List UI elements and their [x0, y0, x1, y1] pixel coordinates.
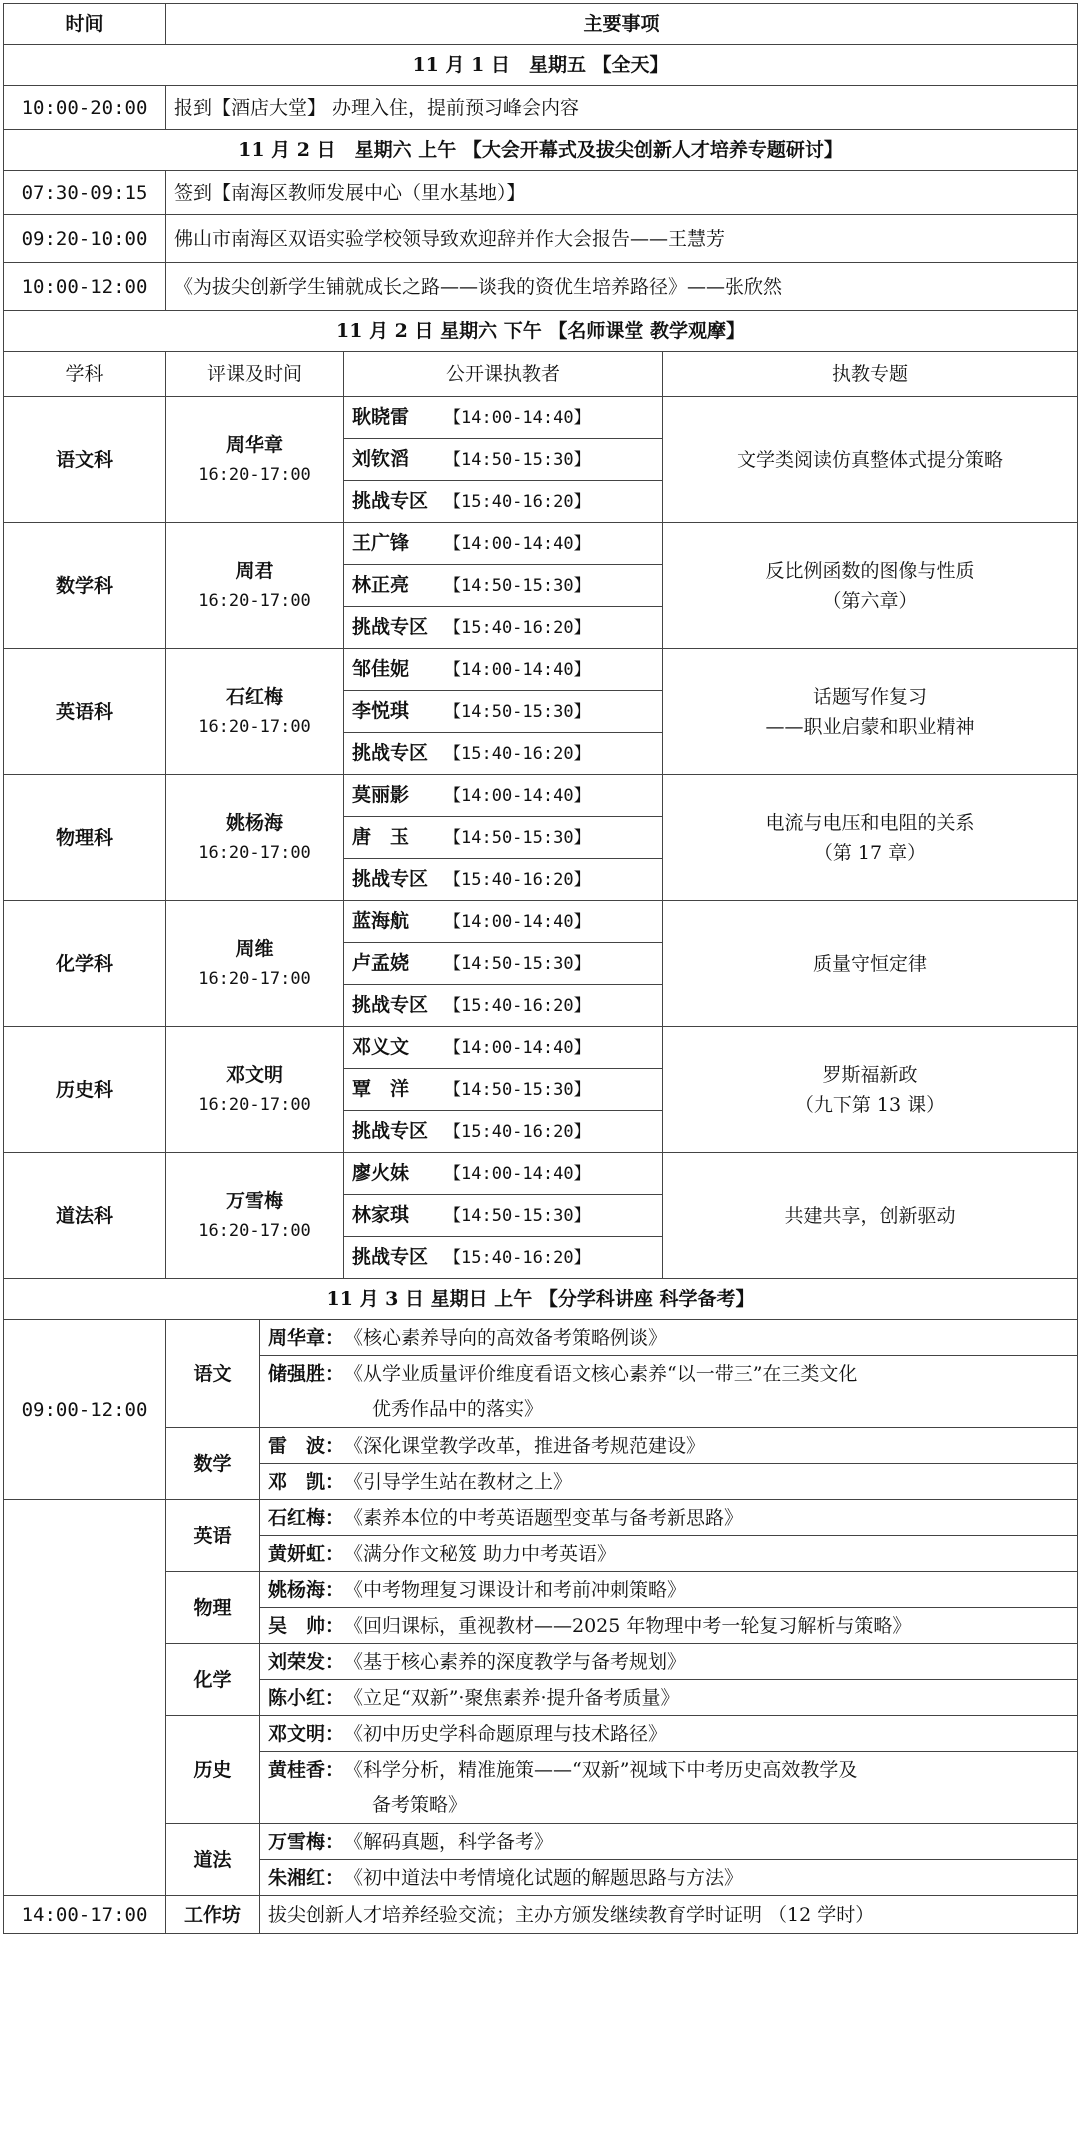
reviewer-name: 周君: [235, 559, 274, 582]
day3-title-row: [4, 1279, 1078, 1320]
header-row: [4, 4, 1078, 45]
teacher-cell: [344, 1027, 663, 1069]
lesson-slot: 【14:50-15:30】: [444, 954, 591, 974]
lecture-title: 《深化课堂教学改革，推进备考规范建设》: [344, 1434, 706, 1457]
col-subject: 学科: [4, 352, 166, 397]
teacher-name: 邓义文: [352, 1036, 410, 1058]
day1-time: 10:00-20:00: [4, 86, 166, 130]
topic-cell: [663, 901, 1078, 1027]
lecture-title: 《解码真题，科学备考》: [344, 1830, 554, 1853]
teacher-name: 王广锋: [352, 532, 410, 554]
speaker-name: 黄妍虹：: [268, 1542, 345, 1565]
lesson-row: [4, 1027, 1078, 1069]
topic-line: （第 17 章）: [813, 841, 927, 864]
teacher-name: 莫丽影: [352, 784, 410, 806]
lesson-slot: 【14:00-14:40】: [444, 912, 591, 932]
teacher-name: 刘钦滔: [352, 448, 410, 470]
lecture-cell: [260, 1788, 1078, 1824]
day2am-time: 07:30-09:15: [4, 171, 166, 215]
lecture-subject: 语文: [166, 1320, 260, 1428]
teacher-name: 覃 洋: [352, 1078, 410, 1100]
teacher-cell: [344, 523, 663, 565]
teacher-cell: [344, 901, 663, 943]
lecture-cell: [260, 1680, 1078, 1716]
lecture-subject: 数学: [166, 1428, 260, 1500]
lecture-row: [4, 1644, 1078, 1680]
reviewer-cell: [166, 901, 344, 1027]
topic-line: ——职业启蒙和职业精神: [765, 715, 975, 738]
lesson-slot: 【14:50-15:30】: [444, 1206, 591, 1226]
lesson-slot: 【14:00-14:40】: [444, 786, 591, 806]
day3-time: 09:00-12:00: [4, 1320, 166, 1500]
topic-line: 反比例函数的图像与性质: [765, 559, 975, 582]
lecture-title: 《初中道法中考情境化试题的解题思路与方法》: [344, 1866, 744, 1889]
lecture-row: [4, 1428, 1078, 1464]
day2am-time: 09:20-10:00: [4, 215, 166, 263]
lecture-subject: 化学: [166, 1644, 260, 1716]
subject-name: 英语科: [4, 649, 166, 775]
topic-cell: [663, 397, 1078, 523]
day2am-text: 《为拔尖创新学生铺就成长之路——谈我的资优生培养路径》——张欣然: [166, 263, 1078, 311]
lecture-cell: [260, 1500, 1078, 1536]
reviewer-name: 石红梅: [225, 685, 283, 708]
lecture-title: 《回归课标，重视教材——2025 年物理中考一轮复习解析与策略》: [344, 1614, 912, 1637]
lecture-title-cont: 备考策略》: [372, 1794, 468, 1817]
speaker-name: 雷 波：: [268, 1434, 345, 1457]
subject-name: 物理科: [4, 775, 166, 901]
lecture-title: 《中考物理复习课设计和考前冲刺策略》: [344, 1578, 687, 1601]
workshop-row: [4, 1896, 1078, 1934]
reviewer-cell: [166, 397, 344, 523]
lesson-slot: 【15:40-16:20】: [444, 1122, 591, 1142]
topic-line: 质量守恒定律: [813, 952, 928, 975]
header-main: 主要事项: [166, 4, 1078, 45]
topic-cell: [663, 1153, 1078, 1279]
lecture-cell: [260, 1320, 1078, 1356]
lecture-subject: 道法: [166, 1824, 260, 1896]
header-time: 时间: [4, 4, 166, 45]
review-time: 16:20-17:00: [198, 1094, 311, 1115]
day2am-row: [4, 215, 1078, 263]
day1-row: [4, 86, 1078, 130]
workshop-time: 14:00-17:00: [4, 1896, 166, 1934]
day1-title: 11 月 1 日 星期五 【全天】: [4, 45, 1078, 86]
reviewer-cell: [166, 523, 344, 649]
lecture-cell: [260, 1464, 1078, 1500]
teacher-name: 唐 玉: [352, 826, 410, 848]
teacher-name: 林正亮: [352, 574, 410, 596]
day2pm-column-header-row: [4, 352, 1078, 397]
reviewer-cell: [166, 1027, 344, 1153]
topic-line: 共建共享，创新驱动: [784, 1204, 956, 1227]
lesson-slot: 【14:00-14:40】: [444, 1038, 591, 1058]
reviewer-cell: [166, 649, 344, 775]
teacher-cell: [344, 649, 663, 691]
lecture-cell: [260, 1572, 1078, 1608]
day2am-text: 佛山市南海区双语实验学校领导致欢迎辞并作大会报告——王慧芳: [166, 215, 1078, 263]
lecture-cell: [260, 1860, 1078, 1896]
reviewer-cell: [166, 775, 344, 901]
day2am-title-row: [4, 130, 1078, 171]
speaker-name: 黄桂香：: [268, 1758, 345, 1781]
teacher-cell: [344, 817, 663, 859]
teacher-name: 挑战专区: [352, 490, 429, 512]
teacher-cell: [344, 607, 663, 649]
lecture-title: 《引导学生站在教材之上》: [344, 1470, 573, 1493]
teacher-name: 挑战专区: [352, 868, 429, 890]
lecture-title: 《立足“双新”·聚焦素养·提升备考质量》: [344, 1686, 680, 1709]
topic-line: 文学类阅读仿真整体式提分策略: [737, 448, 1004, 471]
review-time: 16:20-17:00: [198, 464, 311, 485]
lecture-subject: 物理: [166, 1572, 260, 1644]
subject-name: 数学科: [4, 523, 166, 649]
reviewer-name: 周华章: [225, 433, 283, 456]
speaker-name: 万雪梅：: [268, 1830, 345, 1853]
speaker-name: 周华章：: [268, 1326, 345, 1349]
reviewer-name: 万雪梅: [225, 1189, 283, 1212]
teacher-cell: [344, 1111, 663, 1153]
day2am-time: 10:00-12:00: [4, 263, 166, 311]
reviewer-name: 周维: [235, 937, 274, 960]
teacher-cell: [344, 481, 663, 523]
lecture-title: 《核心素养导向的高效备考策略例谈》: [344, 1326, 668, 1349]
schedule-table: [3, 3, 1078, 1934]
lecture-cell: [260, 1824, 1078, 1860]
day2am-title: 11 月 2 日 星期六 上午 【大会开幕式及拔尖创新人才培养专题研讨】: [4, 130, 1078, 171]
review-time: 16:20-17:00: [198, 716, 311, 737]
lesson-row: [4, 901, 1078, 943]
teacher-name: 挑战专区: [352, 1120, 429, 1142]
lecture-row: [4, 1824, 1078, 1860]
speaker-name: 刘荣发：: [268, 1650, 345, 1673]
lesson-slot: 【15:40-16:20】: [444, 1248, 591, 1268]
speaker-name: 邓 凯：: [268, 1470, 345, 1493]
lesson-row: [4, 1153, 1078, 1195]
teacher-name: 林家琪: [352, 1204, 410, 1226]
lecture-title: 《从学业质量评价维度看语文核心素养“以一带三”在三类文化: [344, 1362, 858, 1385]
lesson-slot: 【15:40-16:20】: [444, 870, 591, 890]
review-time: 16:20-17:00: [198, 590, 311, 611]
schedule-body: [4, 4, 1078, 1934]
lecture-cell: [260, 1752, 1078, 1788]
lecture-cell: [260, 1392, 1078, 1428]
topic-cell: [663, 649, 1078, 775]
lecture-cell: [260, 1536, 1078, 1572]
subject-name: 历史科: [4, 1027, 166, 1153]
lecture-title: 《科学分析，精准施策——“双新”视域下中考历史高效教学及: [344, 1758, 858, 1781]
lecture-row: [4, 1716, 1078, 1752]
topic-line: （第六章）: [822, 589, 918, 612]
col-teacher: 公开课执教者: [344, 352, 663, 397]
lesson-slot: 【15:40-16:20】: [444, 996, 591, 1016]
col-reviewer: 评课及时间: [166, 352, 344, 397]
speaker-name: 陈小红：: [268, 1686, 345, 1709]
reviewer-cell: [166, 1153, 344, 1279]
teacher-name: 卢孟娆: [352, 952, 410, 974]
lesson-row: [4, 523, 1078, 565]
speaker-name: 石红梅：: [268, 1506, 345, 1529]
lecture-cell: [260, 1356, 1078, 1392]
lesson-slot: 【14:50-15:30】: [444, 576, 591, 596]
teacher-cell: [344, 397, 663, 439]
teacher-name: 挑战专区: [352, 1246, 429, 1268]
lesson-row: [4, 775, 1078, 817]
teacher-name: 耿晓雷: [352, 406, 410, 428]
teacher-cell: [344, 859, 663, 901]
day2am-row: [4, 171, 1078, 215]
lecture-cell: [260, 1608, 1078, 1644]
teacher-name: 挑战专区: [352, 742, 429, 764]
reviewer-name: 邓文明: [225, 1063, 283, 1086]
lesson-slot: 【14:00-14:40】: [444, 534, 591, 554]
teacher-name: 挑战专区: [352, 994, 429, 1016]
lecture-cell: [260, 1716, 1078, 1752]
lesson-slot: 【15:40-16:20】: [444, 618, 591, 638]
day1-title-row: [4, 45, 1078, 86]
teacher-cell: [344, 439, 663, 481]
teacher-cell: [344, 1153, 663, 1195]
lesson-slot: 【14:00-14:40】: [444, 1164, 591, 1184]
lesson-slot: 【14:50-15:30】: [444, 702, 591, 722]
speaker-name: 吴 帅：: [268, 1614, 345, 1637]
teacher-cell: [344, 1069, 663, 1111]
day2am-row: [4, 263, 1078, 311]
lesson-slot: 【14:00-14:40】: [444, 660, 591, 680]
lecture-title: 《基于核心素养的深度教学与备考规划》: [344, 1650, 687, 1673]
topic-cell: [663, 1027, 1078, 1153]
topic-cell: [663, 523, 1078, 649]
lecture-cell: [260, 1644, 1078, 1680]
speaker-name: 朱湘红：: [268, 1866, 345, 1889]
teacher-cell: [344, 943, 663, 985]
subject-name: 语文科: [4, 397, 166, 523]
speaker-name: 姚杨海：: [268, 1578, 345, 1601]
day1-text: 报到【酒店大堂】 办理入住，提前预习峰会内容: [166, 86, 1078, 130]
day3-time-blank: [4, 1500, 166, 1896]
lecture-title: 《满分作文秘笈 助力中考英语》: [344, 1542, 617, 1565]
lesson-slot: 【14:50-15:30】: [444, 828, 591, 848]
lecture-row: [4, 1500, 1078, 1536]
subject-name: 化学科: [4, 901, 166, 1027]
topic-cell: [663, 775, 1078, 901]
topic-line: 电流与电压和电阻的关系: [765, 811, 975, 834]
lecture-subject: 英语: [166, 1500, 260, 1572]
workshop-label: 工作坊: [166, 1896, 260, 1934]
topic-line: 话题写作复习: [813, 685, 928, 708]
day2pm-title: 11 月 2 日 星期六 下午 【名师课堂 教学观摩】: [4, 311, 1078, 352]
lecture-cell: [260, 1428, 1078, 1464]
review-time: 16:20-17:00: [198, 1220, 311, 1241]
workshop-text: 拔尖创新人才培养经验交流；主办方颁发继续教育学时证明 （12 学时）: [260, 1896, 1078, 1934]
day2pm-title-row: [4, 311, 1078, 352]
teacher-cell: [344, 691, 663, 733]
subject-name: 道法科: [4, 1153, 166, 1279]
lesson-slot: 【14:50-15:30】: [444, 450, 591, 470]
teacher-name: 蓝海航: [352, 910, 410, 932]
teacher-cell: [344, 775, 663, 817]
lecture-row: [4, 1320, 1078, 1356]
lecture-row: [4, 1572, 1078, 1608]
lesson-row: [4, 649, 1078, 691]
lecture-title: 《初中历史学科命题原理与技术路径》: [344, 1722, 668, 1745]
lecture-subject: 历史: [166, 1716, 260, 1824]
teacher-cell: [344, 985, 663, 1027]
topic-line: 罗斯福新政: [822, 1063, 918, 1086]
teacher-cell: [344, 565, 663, 607]
teacher-name: 邹佳妮: [352, 658, 410, 680]
teacher-name: 挑战专区: [352, 616, 429, 638]
lesson-row: [4, 397, 1078, 439]
lesson-slot: 【15:40-16:20】: [444, 744, 591, 764]
teacher-cell: [344, 733, 663, 775]
teacher-cell: [344, 1195, 663, 1237]
teacher-cell: [344, 1237, 663, 1279]
col-topic: 执教专题: [663, 352, 1078, 397]
speaker-name: 邓文明：: [268, 1722, 345, 1745]
lesson-slot: 【14:00-14:40】: [444, 408, 591, 428]
review-time: 16:20-17:00: [198, 842, 311, 863]
review-time: 16:20-17:00: [198, 968, 311, 989]
speaker-name: 储强胜：: [268, 1362, 345, 1385]
lecture-title: 《素养本位的中考英语题型变革与备考新思路》: [344, 1506, 744, 1529]
teacher-name: 廖火妹: [352, 1162, 410, 1184]
lesson-slot: 【15:40-16:20】: [444, 492, 591, 512]
topic-line: （九下第 13 课）: [794, 1093, 946, 1116]
lesson-slot: 【14:50-15:30】: [444, 1080, 591, 1100]
day3-title: 11 月 3 日 星期日 上午 【分学科讲座 科学备考】: [4, 1279, 1078, 1320]
teacher-name: 李悦琪: [352, 700, 410, 722]
day2am-text: 签到【南海区教师发展中心（里水基地）】: [166, 171, 1078, 215]
reviewer-name: 姚杨海: [225, 811, 283, 834]
lecture-title-cont: 优秀作品中的落实》: [372, 1398, 544, 1421]
